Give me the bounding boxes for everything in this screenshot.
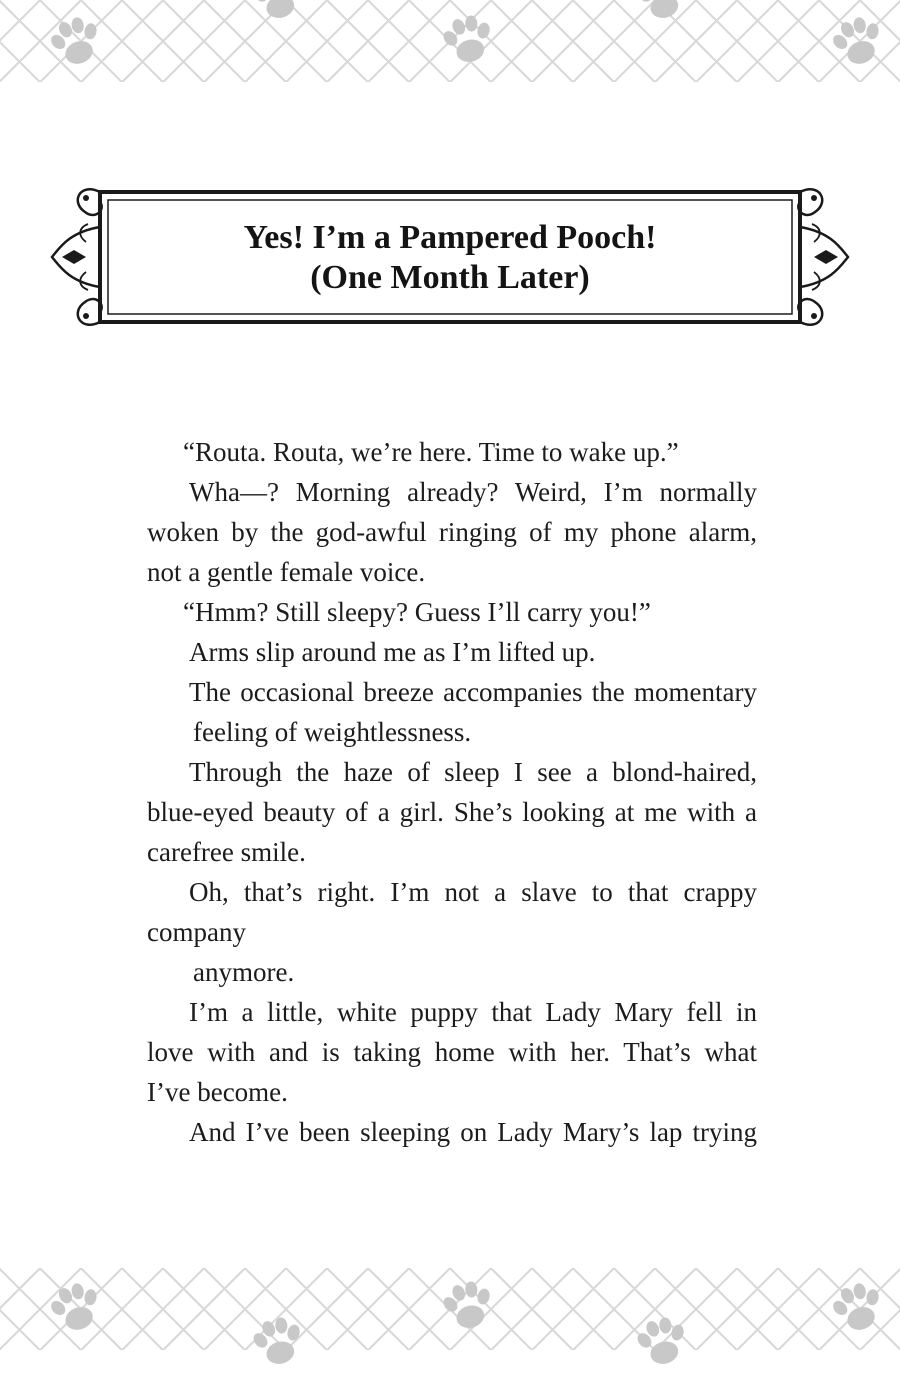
text-line: love with and is taking home with her. That’s what <box>147 1037 757 1067</box>
text-line: Oh, that’s right. I’m not a slave to that crappy <box>189 877 757 907</box>
header-pattern-band <box>0 0 900 82</box>
body-text <box>147 432 757 1152</box>
text-line: anymore. <box>193 957 295 987</box>
text-line: I’ve become. <box>147 1077 288 1107</box>
chapter-title <box>110 218 790 298</box>
paw-print-icon <box>40 8 112 80</box>
footer-pattern-band <box>0 1268 900 1350</box>
paw-print-icon <box>822 1274 894 1346</box>
paw-print-icon <box>628 0 697 32</box>
paw-print-icon <box>628 1310 697 1378</box>
paw-print-icon <box>244 0 313 32</box>
text-line: Through the haze of sleep I see a blond-haired, <box>189 757 757 787</box>
paw-print-icon <box>822 8 894 80</box>
text-line: The occasional breeze accompanies the momentary <box>189 677 757 707</box>
text-line: feeling of weightlessness. <box>193 717 472 747</box>
paw-print-icon <box>40 1274 112 1346</box>
paw-print-icon <box>434 8 503 77</box>
text-line: “Hmm? Still sleepy? Guess I’ll carry you!” <box>183 597 651 627</box>
text-line: woken by the god-awful ringing of my phone alarm, <box>147 517 757 547</box>
text-line: And I’ve been sleeping on Lady Mary’s lap trying <box>189 1117 757 1147</box>
chapter-title-line1: Yes! I’m a Pampered Pooch! <box>243 219 657 256</box>
text-line: not a gentle female voice. <box>147 557 426 587</box>
text-line: Wha—? Morning already? Weird, I’m normally <box>189 477 757 507</box>
text-line: company <box>147 917 246 947</box>
text-line: carefree smile. <box>147 837 306 867</box>
text-line: blue-eyed beauty of a girl. She’s looking at me with a <box>147 797 757 827</box>
paw-print-icon <box>244 1310 313 1378</box>
paw-print-icon <box>434 1274 503 1343</box>
chapter-title-line2: (One Month Later) <box>310 259 590 296</box>
text-line: “Routa. Routa, we’re here. Time to wake up.” <box>183 437 679 467</box>
text-line: Arms slip around me as I’m lifted up. <box>189 637 596 667</box>
text-line: I’m a little, white puppy that Lady Mary fell in <box>189 997 757 1027</box>
